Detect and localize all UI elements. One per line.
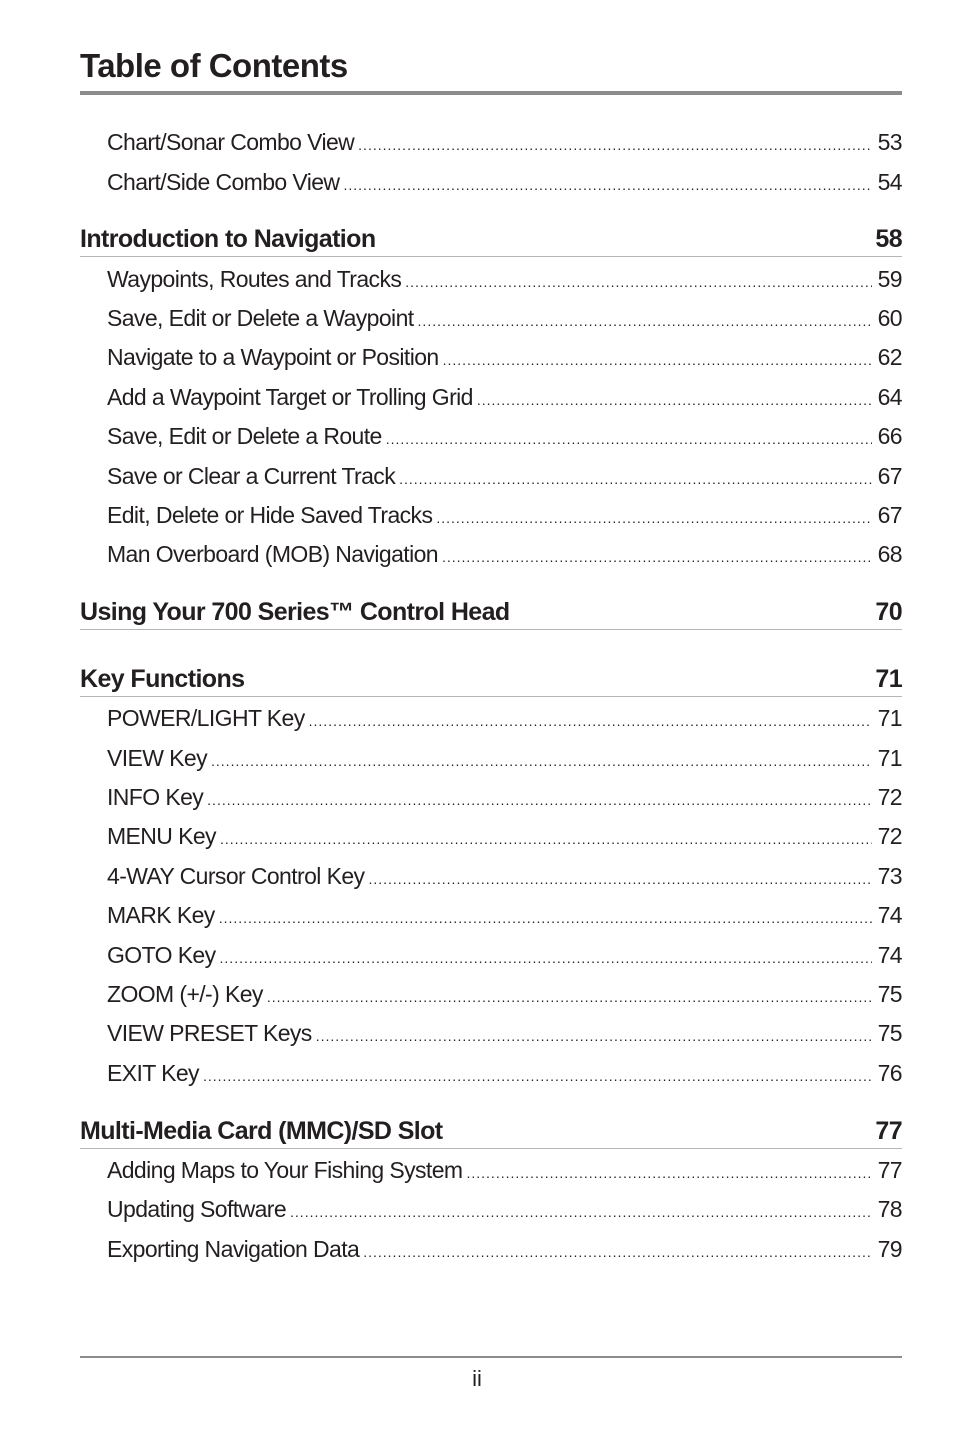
dot-leader — [211, 745, 872, 777]
dot-leader — [399, 463, 872, 495]
section-page: 70 — [875, 598, 902, 626]
toc-section-heading[interactable] — [80, 1114, 902, 1149]
toc-section-heading[interactable] — [80, 595, 902, 630]
dot-leader — [442, 541, 872, 573]
toc-entry-label: Save, Edit or Delete a Route — [107, 423, 382, 449]
toc-entry-page: 67 — [877, 463, 902, 489]
table-of-contents — [80, 0, 902, 1431]
dot-leader — [405, 266, 871, 298]
dot-leader — [267, 981, 872, 1013]
toc-entry[interactable] — [107, 1233, 902, 1265]
toc-entry[interactable] — [107, 499, 902, 531]
toc-entry-label: GOTO Key — [107, 942, 216, 968]
toc-entry-label: ZOOM (+/-) Key — [107, 981, 263, 1007]
toc-entry[interactable] — [107, 1057, 902, 1089]
toc-entry-page: 64 — [877, 384, 902, 410]
toc-entry-label: Exporting Navigation Data — [107, 1236, 360, 1262]
toc-section-heading[interactable] — [80, 662, 902, 697]
toc-entry-page: 67 — [877, 502, 902, 528]
section-title: Using Your 700 Series™ Control Head — [80, 598, 510, 626]
toc-entry-page: 73 — [877, 863, 902, 889]
toc-entry[interactable] — [107, 899, 902, 931]
toc-entry-label: Waypoints, Routes and Tracks — [107, 266, 402, 292]
toc-entry[interactable] — [107, 302, 902, 334]
dot-leader — [290, 1196, 872, 1228]
toc-entry-page: 74 — [877, 902, 902, 928]
toc-entry-page: 59 — [877, 266, 902, 292]
dot-leader — [418, 305, 872, 337]
toc-entry[interactable] — [107, 939, 902, 971]
toc-entry[interactable] — [107, 1154, 902, 1186]
dot-leader — [220, 942, 872, 974]
dot-leader — [316, 1020, 872, 1052]
toc-entry[interactable] — [107, 381, 902, 413]
toc-entry-label: Adding Maps to Your Fishing System — [107, 1157, 463, 1183]
dot-leader — [309, 705, 872, 737]
dot-leader — [219, 902, 872, 934]
toc-entry-page: 72 — [877, 784, 902, 810]
toc-entry[interactable] — [107, 538, 902, 570]
toc-entry[interactable] — [107, 860, 902, 892]
toc-entry[interactable] — [107, 978, 902, 1010]
toc-entry-label: INFO Key — [107, 784, 204, 810]
toc-entry[interactable] — [107, 742, 902, 774]
toc-entry-label: EXIT Key — [107, 1060, 199, 1086]
toc-entry-page: 53 — [877, 129, 902, 155]
toc-entry-page: 60 — [877, 305, 902, 331]
toc-entry-label: Chart/Sonar Combo View — [107, 129, 355, 155]
toc-entry-label: Add a Waypoint Target or Trolling Grid — [107, 384, 473, 410]
toc-entry[interactable] — [107, 460, 902, 492]
toc-entry-page: 72 — [877, 823, 902, 849]
dot-leader — [343, 169, 871, 201]
section-page: 71 — [875, 665, 902, 693]
toc-entry[interactable] — [107, 166, 902, 198]
toc-entry[interactable] — [107, 126, 902, 158]
dot-leader — [207, 784, 871, 816]
toc-entry-label: Man Overboard (MOB) Navigation — [107, 541, 438, 567]
dot-leader — [436, 502, 871, 534]
dot-leader — [203, 1060, 872, 1092]
section-title: Key Functions — [80, 665, 245, 693]
toc-entry-page: 62 — [877, 344, 902, 370]
toc-entry-label: Navigate to a Waypoint or Position — [107, 344, 439, 370]
dot-leader — [443, 344, 872, 376]
section-page: 77 — [875, 1117, 902, 1145]
footer-rule — [80, 1356, 902, 1358]
toc-entry[interactable] — [107, 420, 902, 452]
toc-entry-page: 75 — [877, 1020, 902, 1046]
dot-leader — [466, 1157, 871, 1189]
toc-entry-label: Save, Edit or Delete a Waypoint — [107, 305, 414, 331]
page-number: ii — [472, 1366, 482, 1391]
toc-entry-page: 79 — [877, 1236, 902, 1262]
section-page: 58 — [875, 225, 902, 253]
dot-leader — [386, 423, 872, 455]
toc-entry[interactable] — [107, 263, 902, 295]
section-title: Multi-Media Card (MMC)/SD Slot — [80, 1117, 443, 1145]
toc-entry[interactable] — [107, 1193, 902, 1225]
toc-entry-label: VIEW Key — [107, 745, 208, 771]
toc-entry-page: 75 — [877, 981, 902, 1007]
toc-entry-page: 78 — [877, 1196, 902, 1222]
toc-entry-page: 68 — [877, 541, 902, 567]
toc-entry[interactable] — [107, 702, 902, 734]
dot-leader — [358, 129, 871, 161]
toc-entry-page: 66 — [877, 423, 902, 449]
dot-leader — [220, 823, 872, 855]
toc-entry-label: POWER/LIGHT Key — [107, 705, 305, 731]
toc-entry[interactable] — [107, 341, 902, 373]
toc-entry-label: Edit, Delete or Hide Saved Tracks — [107, 502, 433, 528]
toc-entry-page: 76 — [877, 1060, 902, 1086]
toc-entry-page: 71 — [877, 745, 902, 771]
toc-entry-label: Save or Clear a Current Track — [107, 463, 396, 489]
toc-entry-label: VIEW PRESET Keys — [107, 1020, 312, 1046]
dot-leader — [363, 1236, 871, 1268]
toc-entry-label: 4-WAY Cursor Control Key — [107, 863, 365, 889]
toc-entry[interactable] — [107, 781, 902, 813]
toc-entry[interactable] — [107, 1017, 902, 1049]
dot-leader — [477, 384, 872, 416]
toc-section-heading[interactable] — [80, 222, 902, 257]
page-title: Table of Contents — [80, 47, 348, 84]
toc-entry-page: 54 — [877, 169, 902, 195]
dot-leader — [368, 863, 871, 895]
toc-entry-label: MARK Key — [107, 902, 215, 928]
toc-entry-page: 77 — [877, 1157, 902, 1183]
toc-entry-page: 74 — [877, 942, 902, 968]
toc-entry-label: Updating Software — [107, 1196, 287, 1222]
toc-entry-page: 71 — [877, 705, 902, 731]
toc-entry-label: MENU Key — [107, 823, 216, 849]
toc-entry-label: Chart/Side Combo View — [107, 169, 340, 195]
section-title: Introduction to Navigation — [80, 225, 376, 253]
toc-entry[interactable] — [107, 820, 902, 852]
